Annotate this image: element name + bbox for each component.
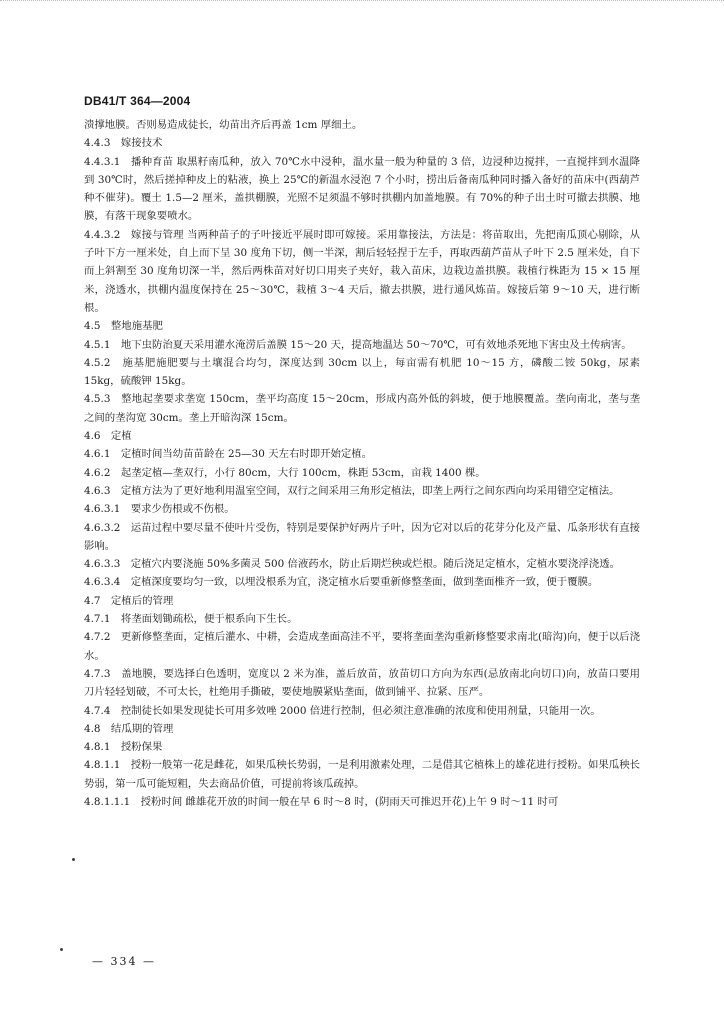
paragraph: 4.7.2 更新修整垄面，定植后灌水、中耕，会造成垄面高洼不平，要将垄面垄沟重新修整要求南北(暗沟)向，便于以后浇水。 — [84, 631, 640, 662]
section-heading: 4.8.1 授粉保果 — [84, 741, 163, 754]
paragraph: 4.4.3.1 播种育苗 取黑籽南瓜种，放入 70℃水中浸种，温水量一般为种量的 3 倍，边浸种边搅拌，一直搅拌到水温降到 30℃时，然后搓掉种皮上的粘液，换上 25℃的新温水浸泡 7 个小时，捞出后备南瓜种同时播入备好的苗床中(西葫芦种不催芽)。覆土 1.5—2 厘米，盖拱棚膜，光照不足须温不够时拱棚内加盖地膜。有 70%的种子出土时可撤去拱膜、地膜，有落干现象要喷水。 — [84, 155, 640, 223]
paragraph: 4.7.4 控制徒长如果发现徒长可用多效唑 2000 倍进行控制，但必须注意准确的浓度和使用剂量，只能用一次。 — [84, 704, 601, 717]
paragraph: 4.6.3 定植方法为了更好地利用温室空间，双行之间采用三角形定植法，即垄上两行之间东西向均采用错空定植法。 — [84, 484, 620, 497]
paragraph: 4.6.1 定植时间当幼苗苗龄在 25—30 天左右时即开始定植。 — [84, 448, 373, 461]
paragraph: 溃撑地膜。否则易造成徒长，幼苗出齐后再盖 1cm 厚细土。 — [84, 119, 363, 131]
document-code: DB41/T 364—2004 — [84, 94, 191, 108]
section-heading: 4.5 整地施基肥 — [84, 320, 163, 333]
paragraph: 4.6.2 起垄定植—垄双行，小行 80cm，大行 100cm，株距 53cm，亩栽 1400 棵。 — [84, 466, 486, 479]
scan-edge-marks — [0, 0, 724, 11]
scan-speck — [60, 948, 63, 951]
paragraph: 4.6.3.2 运苗过程中要尽量不使叶片受伤，特别是要保护好两片子叶，因为它对以后的花芽分化及产量、瓜条形状有直接影响。 — [84, 521, 640, 552]
paragraph: 4.6.3.3 定植穴内要浇施 50%多菌灵 500 倍液药水，防止后期烂秧或烂根。随后浇足定植水，定植水要浇浮浇透。 — [84, 558, 620, 571]
paragraph: 4.6.3.1 要求少伤根或不伤根。 — [84, 503, 235, 516]
paragraph: 4.7.1 将垄面划锄疏松，便于根系向下生长。 — [84, 613, 298, 626]
section-heading: 4.7 定植后的管理 — [84, 594, 174, 607]
paragraph: 4.5.1 地下虫防治夏天采用灌水淹涝后盖膜 15～20 天，提高地温达 50～70℃，可有效地杀死地下害虫及土传病害。 — [84, 338, 632, 351]
body-text — [84, 116, 640, 811]
scan-speck — [72, 858, 75, 861]
paragraph: 4.8.1.1 授粉一般第一花是雌花，如果瓜秧长势弱，一是利用激素处理，二是借其它植株上的雄花进行授粉。如果瓜秧长势弱，第一瓜可能短粗，失去商品价值，可提前将该瓜疏掉。 — [84, 759, 640, 790]
paragraph: 4.5.2 施基肥施肥要与土壤混合均匀，深度达到 30cm 以上，每亩需有机肥 10～15 方，磷酸二铵 50kg，尿素 15kg，硫酸钾 15kg。 — [84, 356, 640, 388]
section-heading: 4.8 结瓜期的管理 — [84, 722, 174, 735]
paragraph: 4.6.3.4 定植深度要均匀一致，以埋没根系为宜，浇定植水后要重新修整垄面，做到垄面椎齐一致，便于覆膜。 — [84, 576, 599, 589]
page-number: — 334 — — [92, 955, 156, 968]
paragraph: 4.7.3 盖地膜，要选择白色透明，宽度以 2 米为准，盖后放苗，放苗切口方向为东西(忌放南北向切口)向，放苗口要用刀片轻轻划破，不可太长，杜绝用手撕破，要使地膜紧贴垄面，做到铺平、拉紧、压严。 — [84, 667, 640, 699]
paragraph: 4.4.3.2 嫁接与管理 当两种苗子的子叶接近平展时即可嫁接。采用靠接法，方法是：将苗取出，先把南瓜顶心剔除，从子叶下方一厘米处，自上而下呈 30 度角下切，侧一半深，割后轻轻捏于左手，再取西葫芦苗从子叶下 2.5 厘米处，自下而上斜割至 30 度角切深一半，然后两株苗对好切口用夹子夹好，栽入苗床，边栽边盖拱膜。栽植行株距为 15 × 15 厘米，浇透水，拱棚内温度保持在 25～30℃，栽植 3～4 天后，撤去拱膜，进行通风炼苗。嫁接后第 9～10 天，进行断根。 — [84, 228, 640, 314]
section-heading: 4.6 定植 — [84, 430, 132, 443]
paragraph: 4.5.3 整地起垄要求垄宽 150cm，垄平均高度 15～20cm，形成内高外低的斜坡，便于地膜覆盖。垄向南北，垄与垄之间的垄沟宽 30cm。垄上开暗沟深 15cm。 — [84, 393, 640, 424]
paragraph: 4.8.1.1.1 授粉时间 雌雄花开放的时间一般在早 6 时～8 时，(阴雨天可推迟开花)上午 9 时～11 时可 — [84, 795, 559, 808]
section-heading: 4.4.3 嫁接技术 — [84, 137, 163, 150]
